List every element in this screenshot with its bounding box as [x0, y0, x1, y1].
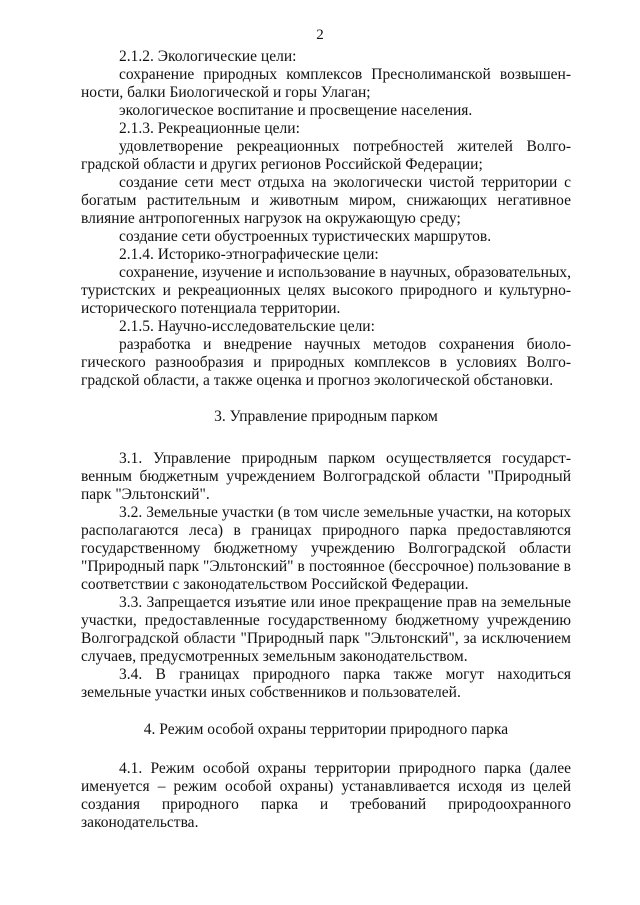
- document-body: [81, 48, 571, 832]
- paragraph-recreational-goal-2: создание сети мест отдыха на экологически чистой территории с богатым растительным и животным миром, снижающих негативное влияние антропогенных нагрузок на окружающую среду;: [81, 174, 571, 227]
- paragraph-2-1-5-heading: 2.1.5. Научно-исследовательские цели:: [119, 318, 375, 335]
- paragraph-3-3: 3.3. Запрещается изъятие или иное прекращение прав на земельные участки, предоставленные государственному бюджетному учреждению Волгоградской области "Природный парк "Эльтонский", за исключением случаев, предусмотренных земельным законодательством.: [81, 594, 571, 665]
- paragraph-scientific-goal-1: разработка и внедрение научных методов сохранения биологического разнообразия и природных комплексов в условиях Волгоградской области, а также оценка и прогноз экологической обстановки.: [81, 336, 571, 389]
- paragraph-recreational-goal-1: удовлетворение рекреационных потребностей жителей Волгоградской области и других регионов Российской Федерации;: [81, 138, 571, 173]
- paragraph-2-1-2-heading: 2.1.2. Экологические цели:: [119, 48, 297, 65]
- paragraph-3-4: 3.4. В границах природного парка также могут находиться земельные участки иных собственников и пользователей.: [81, 666, 571, 701]
- section-heading-3: 3. Управление природным парком: [214, 408, 438, 425]
- paragraph-2-1-4-heading: 2.1.4. Историко-этнографические цели:: [119, 246, 379, 263]
- paragraph-2-1-3-heading: 2.1.3. Рекреационные цели:: [119, 120, 300, 137]
- section-heading-4: 4. Режим особой охраны территории природного парка: [143, 721, 509, 738]
- paragraph-historical-goal-1: сохранение, изучение и использование в научных, образовательных, туристских и рекреационных целях высокого природного и культурно-исторического потенциала территории.: [81, 264, 571, 317]
- paragraph-3-2: 3.2. Земельные участки (в том числе земельные участки, на которых располагаются леса) в границах природного парка предоставляются государственному бюджетному учреждению Волгоградской области "Природный парк "Эльтонский" в постоянное (бессрочное) пользование в соответствии с законодательством Российской Федерации.: [81, 504, 571, 593]
- paragraph-4-1: 4.1. Режим особой охраны территории природного парка (далее именуется – режим особой охраны) устанавливается исходя из целей создания природного парка и требований природоохранного законодательства.: [81, 760, 571, 831]
- paragraph-ecological-goal-2: экологическое воспитание и просвещение населения.: [119, 102, 473, 119]
- paragraph-3-1: 3.1. Управление природным парком осуществляется государственным бюджетным учреждением Волгоградской области "Природный парк "Эльтонский".: [81, 450, 571, 503]
- paragraph-recreational-goal-3: создание сети обустроенных туристических маршрутов.: [119, 228, 492, 245]
- page-number: 2: [316, 27, 324, 43]
- paragraph-ecological-goal-1: сохранение природных комплексов Преснолиманской возвышенности, балки Биологической и горы Улаган;: [81, 66, 571, 101]
